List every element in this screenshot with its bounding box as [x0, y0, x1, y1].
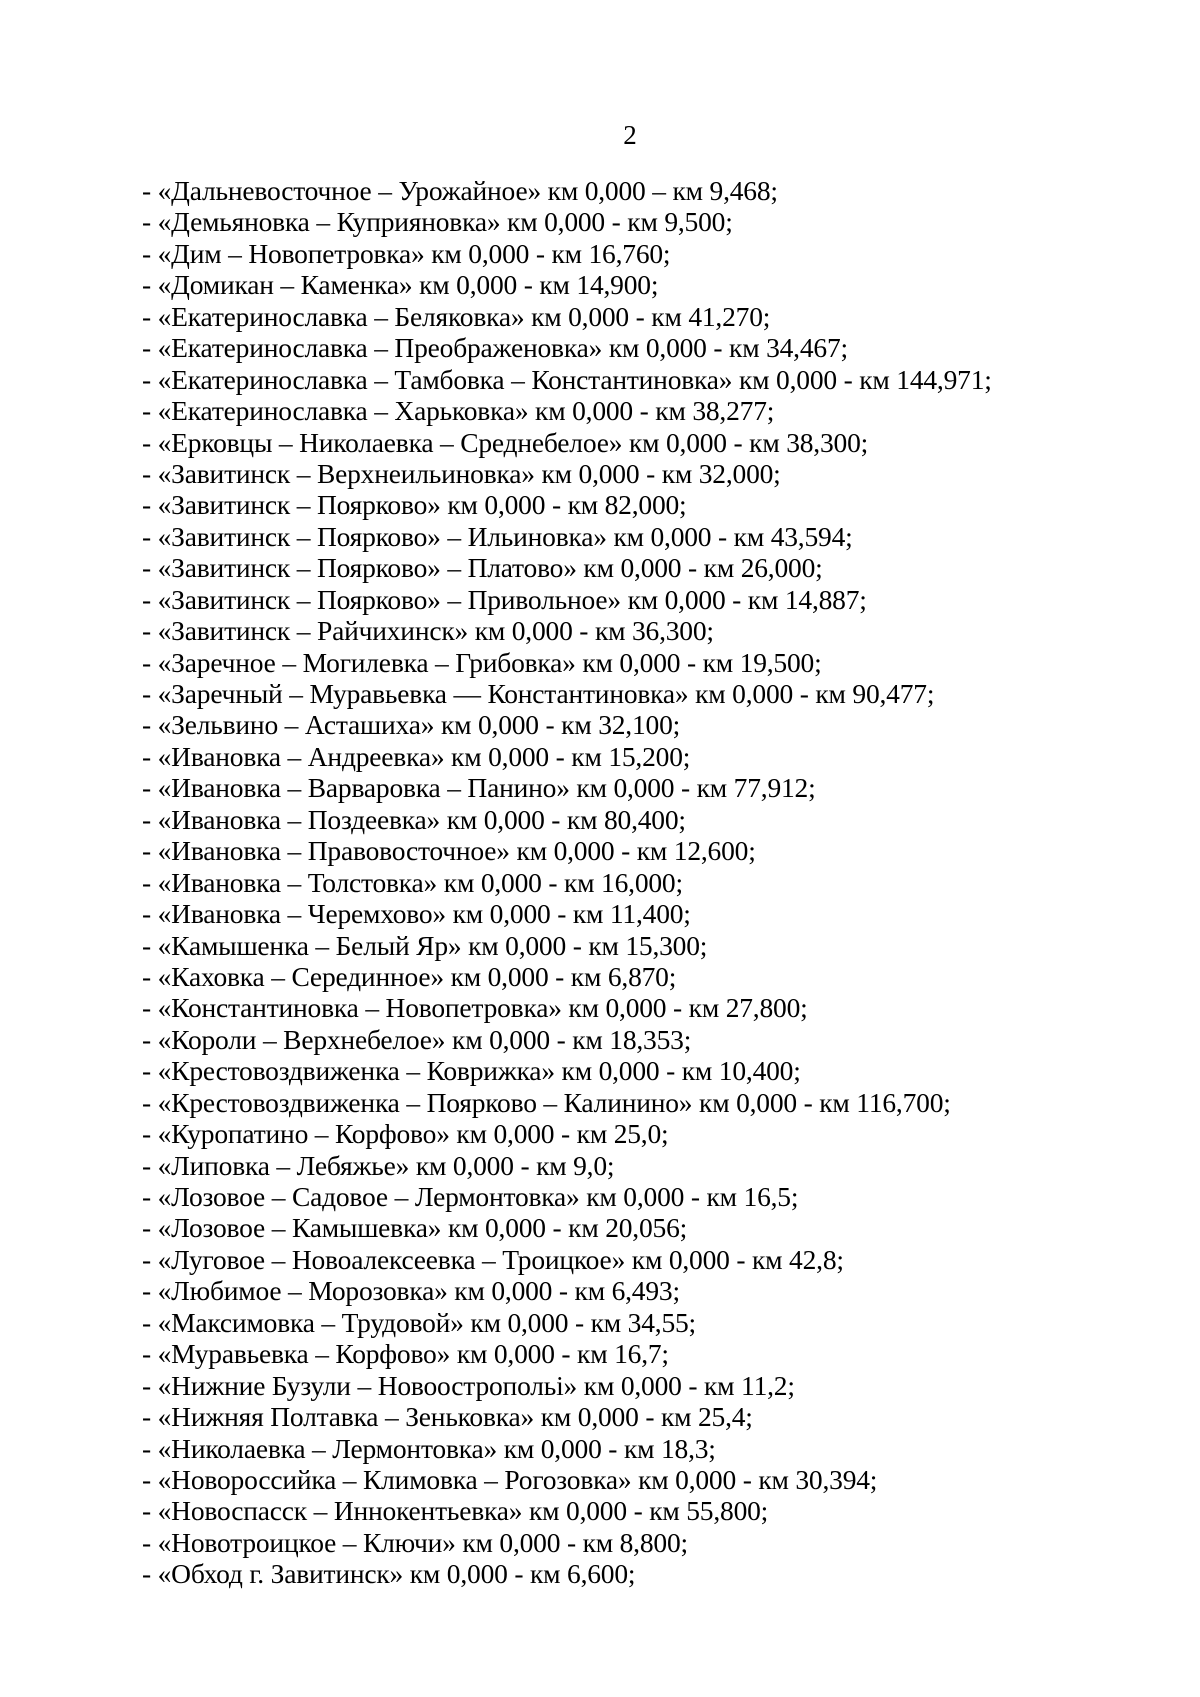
road-list-item: - «Обход г. Завитинск» км 0,000 - км 6,600; — [142, 1558, 636, 1590]
road-list-item: - «Крестовоздвиженка – Поярково – Калинино» км 0,000 - км 116,700; — [142, 1086, 951, 1118]
road-list-item: - «Липовка – Лебяжье» км 0,000 - км 9,0; — [142, 1149, 615, 1181]
road-list-item: - «Завитинск – Поярково» – Платово» км 0,000 - км 26,000; — [142, 552, 823, 584]
road-list-item: - «Крестовоздвиженка – Коврижка» км 0,000 - км 10,400; — [142, 1055, 801, 1087]
road-list-item: - «Демьяновка – Куприяновка» км 0,000 - км 9,500; — [142, 206, 733, 238]
road-list-item: - «Зельвино – Асташиха» км 0,000 - км 32,100; — [142, 709, 681, 741]
road-list-item: - «Дальневосточное – Урожайное» км 0,000 – км 9,468; — [142, 175, 778, 206]
road-list-item: - «Завитинск – Поярково» – Ильиновка» км 0,000 - км 43,594; — [142, 520, 853, 552]
road-list-item: - «Завитинск – Верхнеильиновка» км 0,000 - км 32,000; — [142, 457, 781, 489]
road-list-item: - «Каховка – Серединное» км 0,000 - км 6,870; — [142, 960, 677, 992]
road-list-item: - «Екатеринославка – Харьковка» км 0,000 - км 38,277; — [142, 395, 775, 427]
road-list-item: - «Заречный – Муравьевка — Константиновка» км 0,000 - км 90,477; — [142, 678, 935, 709]
road-list-item: - «Лозовое – Камышевка» км 0,000 - км 20,056; — [142, 1212, 688, 1244]
road-list-item: - «Ивановка – Варваровка – Панино» км 0,000 - км 77,912; — [142, 772, 816, 804]
road-list-item: - «Домикан – Каменка» км 0,000 - км 14,900; — [142, 269, 659, 301]
road-list-item: - «Заречное – Могилевка – Грибовка» км 0,000 - км 19,500; — [142, 646, 822, 678]
road-list-item: - «Короли – Верхнебелое» км 0,000 - км 18,353; — [142, 1023, 692, 1055]
road-list-item: - «Завитинск – Райчихинск» км 0,000 - км 36,300; — [142, 615, 714, 647]
road-list-item: - «Нижняя Полтавка – Зеньковка» км 0,000 - км 25,4; — [142, 1401, 753, 1433]
road-list-item: - «Куропатино – Корфово» км 0,000 - км 25,0; — [142, 1118, 669, 1150]
road-list-item: - «Константиновка – Новопетровка» км 0,000 - км 27,800; — [142, 992, 808, 1024]
road-list-item: - «Ивановка – Черемхово» км 0,000 - км 11,400; — [142, 898, 691, 930]
road-list-item: - «Максимовка – Трудовой» км 0,000 - км 34,55; — [142, 1306, 696, 1338]
road-list-item: - «Николаевка – Лермонтовка» км 0,000 - км 18,3; — [142, 1432, 716, 1464]
road-list-item: - «Завитинск – Поярково» км 0,000 - км 82,000; — [142, 489, 687, 521]
road-list-item: - «Екатеринославка – Тамбовка – Константиновка» км 0,000 - км 144,971; — [142, 363, 992, 395]
road-list — [142, 175, 1152, 1590]
road-list-item: - «Луговое – Новоалексеевка – Троицкое» км 0,000 - км 42,8; — [142, 1243, 844, 1275]
road-list-item: - «Ивановка – Андреевка» км 0,000 - км 15,200; — [142, 740, 691, 772]
road-list-item: - «Лозовое – Садовое – Лермонтовка» км 0,000 - км 16,5; — [142, 1181, 799, 1212]
road-list-item: - «Екатеринославка – Беляковка» км 0,000 - км 41,270; — [142, 300, 771, 332]
road-list-item: - «Екатеринославка – Преображеновка» км 0,000 - км 34,467; — [142, 332, 848, 364]
road-list-item: - «Новоспасск – Иннокентьевка» км 0,000 - км 55,800; — [142, 1495, 769, 1527]
road-list-item: - «Дим – Новопетровка» км 0,000 - км 16,760; — [142, 237, 671, 269]
road-list-item: - «Ивановка – Толстовка» км 0,000 - км 16,000; — [142, 866, 683, 898]
road-list-item: - «Ивановка – Правовосточное» км 0,000 - км 12,600; — [142, 835, 756, 867]
road-list-item: - «Любимое – Морозовка» км 0,000 - км 6,493; — [142, 1275, 680, 1307]
road-list-item: - «Ерковцы – Николаевка – Среднебелое» км 0,000 - км 38,300; — [142, 426, 869, 458]
road-list-item: - «Ивановка – Поздеевка» км 0,000 - км 80,400; — [142, 803, 686, 835]
road-list-item: - «Камышенка – Белый Яр» км 0,000 - км 15,300; — [142, 929, 708, 961]
road-list-item: - «Нижние Бузули – Новоостропольі» км 0,000 - км 11,2; — [142, 1369, 795, 1401]
page-number: 2 — [623, 120, 637, 150]
road-list-item: - «Муравьевка – Корфово» км 0,000 - км 16,7; — [142, 1338, 669, 1370]
road-list-item: - «Новотроицкое – Ключи» км 0,000 - км 8,800; — [142, 1526, 688, 1558]
road-list-item: - «Завитинск – Поярково» – Привольное» км 0,000 - км 14,887; — [142, 583, 867, 615]
road-list-item: - «Новороссийка – Климовка – Рогозовка» км 0,000 - км 30,394; — [142, 1463, 878, 1495]
